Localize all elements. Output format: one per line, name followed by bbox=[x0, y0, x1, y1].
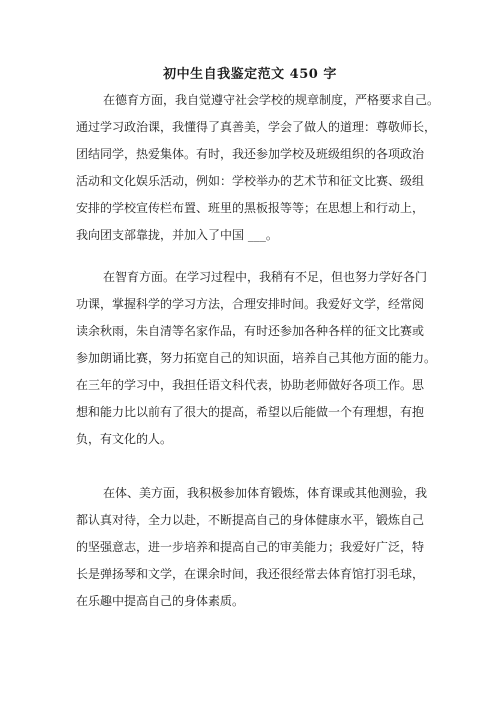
paragraph-1-line-1: 在德育方面，我自觉遵守社会学校的规章制度，严格要求自己。 bbox=[103, 93, 440, 107]
paragraph-3-line-3: 的坚强意志，进一步培养和提高自己的审美能力；我爱好广泛，特 bbox=[76, 540, 425, 554]
paragraph-3-line-5: 在乐趣中提高自己的身体素质。 bbox=[76, 594, 245, 608]
paragraph-2-line-3: 读余秋雨，朱自清等名家作品，有时还参加各种各样的征文比赛或 bbox=[76, 324, 425, 338]
paragraph-3-line-2: 都认真对待，全力以赴，不断提高自己的身体健康水平，锻炼自己 bbox=[76, 513, 425, 527]
paragraph-1-line-4: 活动和文化娱乐活动，例如：学校举办的艺术节和征文比赛、级组 bbox=[76, 174, 425, 188]
paragraph-1-line-5: 安排的学校宣传栏布置、班里的黑板报等等；在思想上和行动上， bbox=[76, 201, 425, 215]
paragraph-2-line-2: 功课，掌握科学的学习方法，合理安排时间。我爱好文学，经常阅 bbox=[76, 297, 425, 311]
paragraph-1-line-2: 通过学习政治课，我懂得了真善美，学会了做人的道理：尊敬师长， bbox=[76, 120, 437, 134]
paragraph-2-line-4: 参加朗诵比赛，努力拓宽自己的知识面，培养自己其他方面的能力。 bbox=[76, 351, 437, 365]
paragraph-2-line-1: 在智育方面。在学习过程中，我稍有不足，但也努力学好各门 bbox=[103, 270, 428, 284]
paragraph-3-line-1: 在体、美方面，我积极参加体育锻炼，体育课或其他测验，我 bbox=[103, 486, 428, 500]
paragraph-2-line-5: 在三年的学习中，我担任语文科代表，协助老师做好各项工作。思 bbox=[76, 378, 425, 392]
paragraph-2-line-7: 负，有文化的人。 bbox=[76, 432, 173, 446]
paragraph-2-line-6: 想和能力比以前有了很大的提高，希望以后能做一个有理想，有抱 bbox=[76, 405, 425, 419]
document-title: 初中生自我鉴定范文 450 字 bbox=[163, 67, 337, 82]
paragraph-3-line-4: 长是弹扬琴和文学，在课余时间，我还很经常去体育馆打羽毛球， bbox=[76, 567, 425, 581]
paragraph-1-line-3: 团结同学，热爱集体。有时，我还参加学校及班级组织的各项政治 bbox=[76, 147, 425, 161]
paragraph-1-line-6: 我向团支部靠拢，并加入了中国 ___。 bbox=[76, 228, 278, 242]
